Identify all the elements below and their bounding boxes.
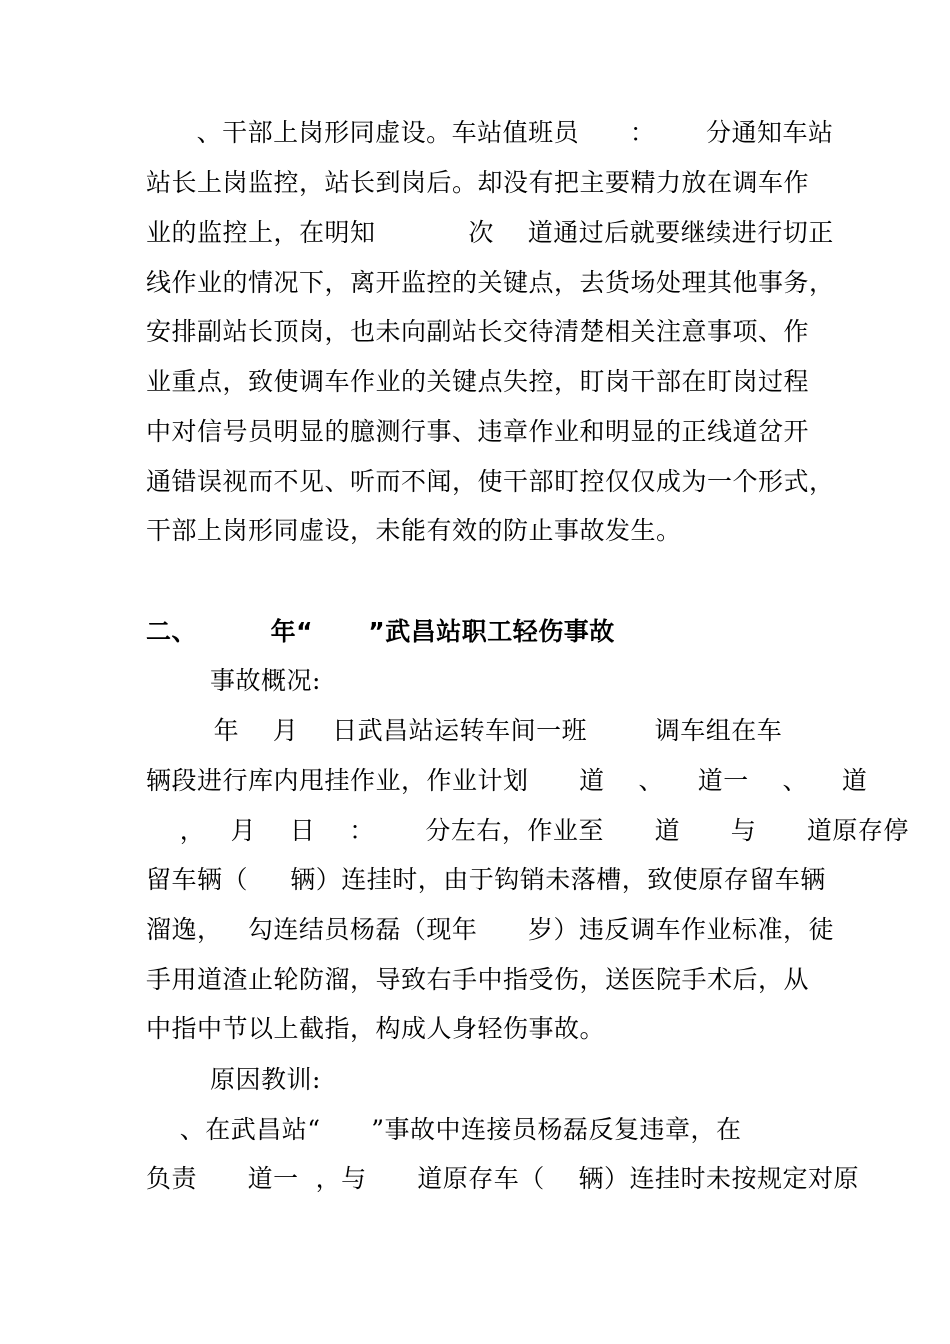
text-line: 中指中节以上截指，构成人身轻伤事故。 bbox=[146, 1014, 606, 1043]
text-line: 安排副站长顶岗，也未向副站长交待清楚相关注意事项、作 bbox=[146, 317, 810, 346]
text-line: 业的监控上，在明知 次 道通过后就要继续进行切正 bbox=[146, 218, 834, 247]
section-heading: 二、 年“ ”武昌站职工轻伤事故 bbox=[146, 617, 615, 646]
text-line: 通错误视而不见、听而不闻，使干部盯控仅仅成为一个形式， bbox=[146, 467, 835, 496]
text-line: 手用道渣止轮防溜，导致右手中指受伤，送医院手术后，从 bbox=[146, 965, 810, 994]
overview-label: 事故概况: bbox=[210, 666, 321, 695]
text-line: 留车辆（ 辆）连挂时，由于钩销未落槽，致使原存留车辆 bbox=[146, 865, 826, 894]
text-line: 干部上岗形同虚设，未能有效的防止事故发生。 bbox=[146, 516, 682, 545]
text-line: 、在武昌站“ ”事故中连接员杨磊反复违章，在 bbox=[146, 1115, 742, 1144]
text-line: 负责 道一 ，与 道原存车（ 辆）连挂时未按规定对原 bbox=[146, 1164, 860, 1193]
text-line: 业重点，致使调车作业的关键点失控，盯岗干部在盯岗过程 bbox=[146, 367, 810, 396]
text-line: 、干部上岗形同虚设。车站值班员 ： 分通知车站 bbox=[146, 118, 834, 147]
text-line: 中对信号员明显的臆测行事、违章作业和明显的正线道岔开 bbox=[146, 417, 810, 446]
text-line: 溜逸， 勾连结员杨磊（现年 岁）违反调车作业标准，徒 bbox=[146, 915, 835, 944]
text-line: 辆段进行库内甩挂作业，作业计划 道 、 道一 、 道 bbox=[146, 766, 868, 795]
text-line: 站长上岗监控，站长到岗后。却没有把主要精力放在调车作 bbox=[146, 168, 810, 197]
text-line: ， 月 日 ： 分左右，作业至 道 与 道原存停 bbox=[146, 816, 909, 845]
cause-label: 原因教训: bbox=[210, 1065, 321, 1094]
text-line: 年 月 日武昌站运转车间一班 调车组在车 bbox=[146, 716, 783, 745]
text-line: 线作业的情况下，离开监控的关键点，去货场处理其他事务， bbox=[146, 268, 835, 297]
